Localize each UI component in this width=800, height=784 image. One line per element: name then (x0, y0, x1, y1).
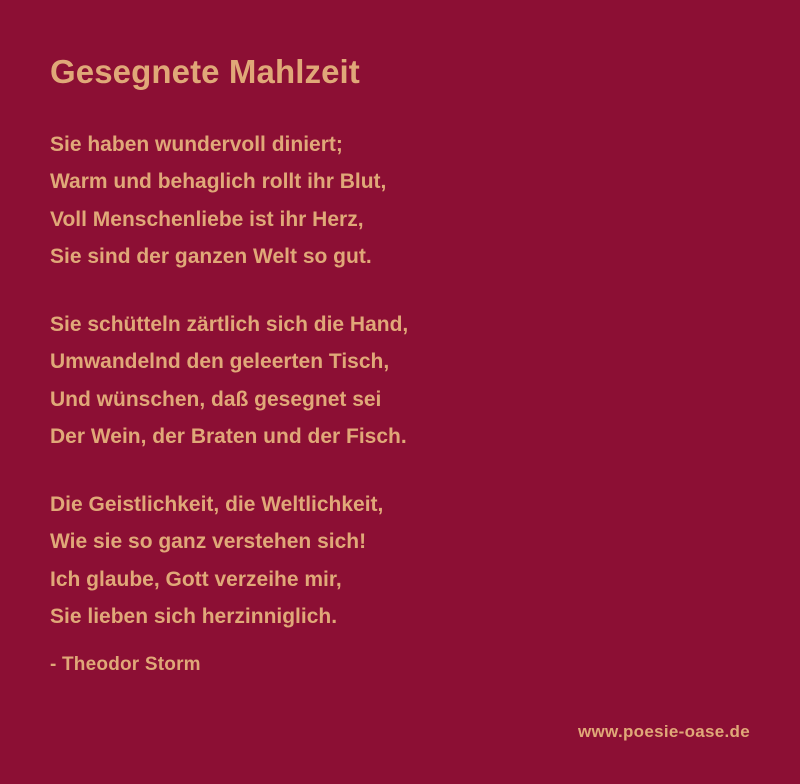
poem-line: Voll Menschenliebe ist ihr Herz, (50, 207, 364, 231)
poem-line: Warm und behaglich rollt ihr Blut, (50, 170, 387, 194)
poem-stanza (50, 486, 750, 636)
poem-stanza (50, 306, 750, 456)
poem-line: Und wünschen, daß gesegnet sei (50, 387, 382, 411)
poem-body (50, 126, 750, 636)
poem-line: Die Geistlichkeit, die Weltlichkeit, (50, 492, 384, 516)
poem-line: Wie sie so ganz verstehen sich! (50, 530, 367, 554)
poem-line: Der Wein, der Braten und der Fisch. (50, 425, 407, 449)
poem-line: Sie haben wundervoll diniert; (50, 132, 343, 156)
page-title: Gesegnete Mahlzeit (50, 53, 360, 90)
poem-line: Sie schütteln zärtlich sich die Hand, (50, 312, 409, 336)
poem-author: - Theodor Storm (50, 653, 201, 675)
site-url: www.poesie-oase.de (578, 722, 750, 741)
poem-line: Sie lieben sich herzinniglich. (50, 605, 338, 629)
poem-line: Ich glaube, Gott verzeihe mir, (50, 567, 342, 591)
poem-line: Sie sind der ganzen Welt so gut. (50, 245, 372, 269)
poem-stanza (50, 126, 750, 276)
poem-line: Umwandelnd den geleerten Tisch, (50, 350, 390, 374)
